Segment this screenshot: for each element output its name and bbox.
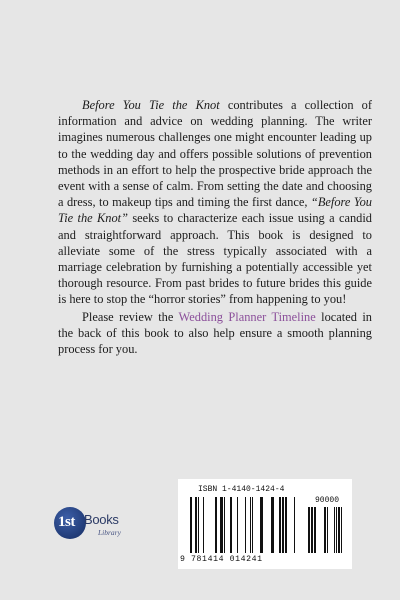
description-paragraph-1 <box>58 97 372 308</box>
barcode-bar <box>250 497 251 553</box>
barcode-bar <box>215 497 217 553</box>
ean-digits: 9 781414 014241 <box>180 555 263 564</box>
barcode-addon-bar <box>334 507 335 553</box>
barcode-bar <box>260 497 263 553</box>
barcode-addon-bar <box>338 507 340 553</box>
barcode-bar <box>271 497 274 553</box>
barcode-bar <box>237 497 238 553</box>
book-title-italic: Before You Tie the Knot <box>82 98 220 112</box>
barcode-bar <box>190 497 192 553</box>
barcode-addon-bar <box>324 507 326 553</box>
publisher-logo <box>54 506 134 540</box>
barcode-addon-bar <box>341 507 342 553</box>
description-text: contributes a collection of information and advice on wedding planning. The writer imagines numerous challenges one might encounter leading up to the wedding day and offers possible solutions of prevention methods in an effort to help the prospective bride approach the event with a sense of calm. From setting the date and choosing a dress, to makeup tips and timing the first dance, <box>58 98 372 210</box>
description-text: seeks to characterize each issue using a candid and straightforward approach. This book is designed to alleviate some of the stress typically associated with a marriage celebration by furnishing a potentially accessible yet thorough resource. From past brides to future brides this guide is here to stop the “horror stories” from happening to you! <box>58 211 372 307</box>
barcode-bar <box>195 497 197 553</box>
logo-number: 1st <box>58 514 75 530</box>
barcode-bar <box>294 497 295 553</box>
barcode-bar <box>282 497 284 553</box>
isbn-number: ISBN 1-4140-1424-4 <box>198 485 285 494</box>
barcode-addon-bar <box>314 507 316 553</box>
logo-subtitle: Library <box>98 528 121 537</box>
barcode-addon-bar <box>311 507 313 553</box>
description-text: located in the back of this book to also help ensure a smooth planning process for you. <box>58 309 372 357</box>
barcode-addon-bar <box>327 507 328 553</box>
barcode-bar <box>203 497 204 553</box>
book-title-quoted: “Before You Tie the Knot” <box>58 195 372 226</box>
barcode-bar <box>245 497 246 553</box>
barcode-bar <box>230 497 232 553</box>
barcode-bar <box>220 497 223 553</box>
barcode-addon-bar <box>336 507 337 553</box>
barcode-bar <box>198 497 199 553</box>
barcode-bar <box>252 497 253 553</box>
description-paragraph-2 <box>58 309 372 358</box>
barcode-bar <box>285 497 287 553</box>
barcode-bar <box>224 497 225 553</box>
barcode-addon-bar <box>308 507 310 553</box>
ean-barcode <box>184 495 350 557</box>
isbn-barcode-box <box>178 479 352 569</box>
logo-wordmark: Books <box>84 512 119 527</box>
description-text: Please review the <box>82 309 179 324</box>
price-code: 90000 <box>315 496 340 505</box>
book-description <box>58 97 372 357</box>
wedding-planner-timeline-highlight: Wedding Planner Timeline <box>178 309 316 324</box>
barcode-bar <box>279 497 281 553</box>
